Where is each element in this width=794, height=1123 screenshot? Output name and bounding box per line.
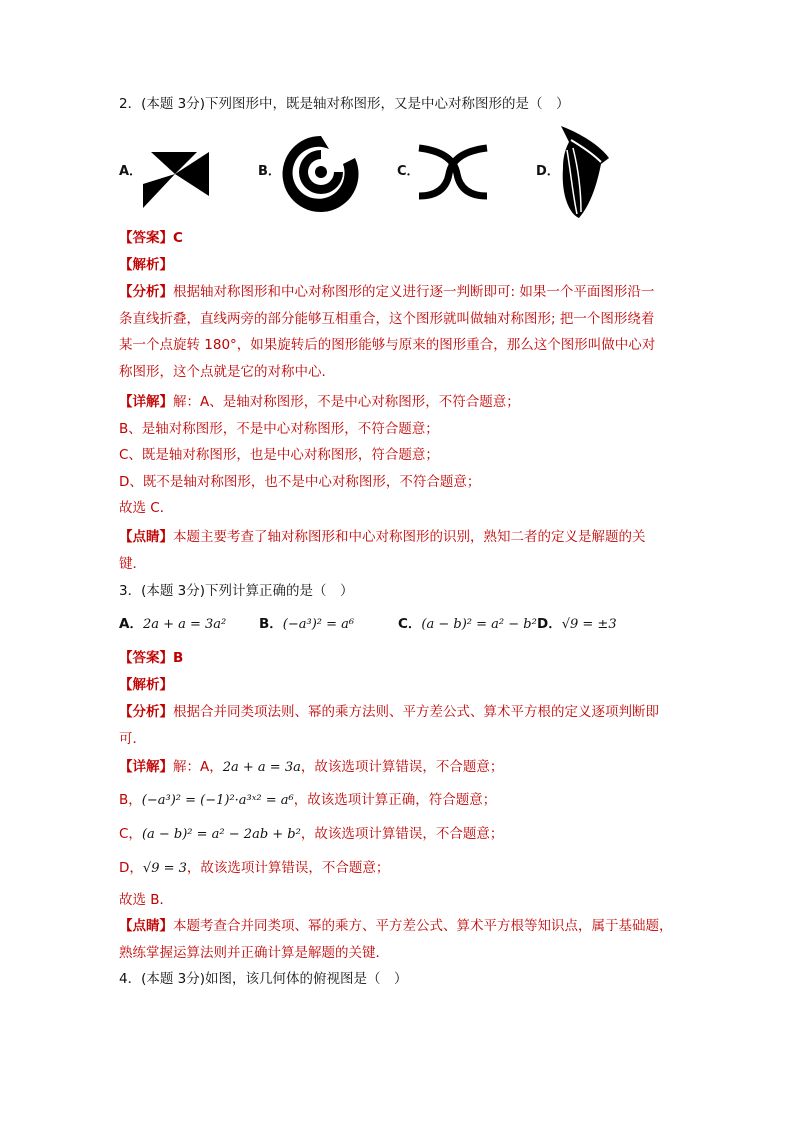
- fenxi-line: 某一个点旋转 180°，如果旋转后的图形能够与原来的图形重合，那么这个图形叫做中心对: [119, 337, 656, 353]
- answer-tag: 【答案】: [119, 650, 173, 666]
- fenxi-tag: 【分析】: [119, 284, 173, 300]
- question-2-options: [119, 124, 679, 224]
- option-b-spiral-figure: [279, 132, 363, 216]
- fenxi-tag: 【分析】: [119, 704, 173, 720]
- question-2-answer: [119, 225, 679, 252]
- option-c-crossed-arcs-figure: [417, 142, 489, 202]
- question-3-xiangjie: [119, 754, 679, 914]
- xiangjie-line: D、既不是轴对称图形，也不是中心对称图形，不符合题意；: [119, 473, 481, 490]
- fenxi-line: 【分析】根据合并同类项法则、幂的乘方法则、平方差公式、算术平方根的定义逐项判断即: [119, 704, 659, 720]
- option-a: A．2a + a = 3a²: [119, 616, 227, 632]
- fenxi-line: 条直线折叠，直线两旁的部分能够互相重合，这个图形就叫做轴对称图形; 把一个图形绕着: [119, 310, 655, 327]
- option-c: C．(a − b)² = a² − b²: [398, 616, 537, 632]
- xiangjie-line: D，√9 = 3，故该选项计算错误，不合题意；: [119, 860, 390, 876]
- option-a-pinwheel-figure: [141, 138, 209, 210]
- question-3-analysis-heading: 【解析】: [119, 677, 173, 693]
- question-3-dianjing: [119, 913, 679, 966]
- dianjing-tag: 【点睛】: [119, 529, 173, 545]
- question-2-fenxi: [119, 279, 679, 385]
- question-2-analysis-heading: 【解析】: [119, 257, 173, 273]
- question-2-stem: 2．(本题 3分)下列图形中，既是轴对称图形，又是中心对称图形的是（ ）: [119, 96, 570, 112]
- dianjing-line: 【点睛】本题主要考查了轴对称图形和中心对称图形的识别，熟知二者的定义是解题的关: [119, 529, 646, 545]
- xiangjie-line: 故选 C．: [119, 500, 174, 516]
- fenxi-line: 【分析】根据轴对称图形和中心对称图形的定义进行逐一判断即可: 如果一个平面图形沿一: [119, 284, 655, 300]
- xiangjie-line: C、既是轴对称图形，也是中心对称图形，符合题意；: [119, 447, 439, 463]
- xiangjie-line: 【详解】解：A，2a + a = 3a，故该选项计算错误，不合题意；: [119, 759, 504, 775]
- question-3-fenxi: [119, 699, 679, 752]
- xiangjie-line: C，(a − b)² = a² − 2ab + b²，故该选项计算错误，不合题意；: [119, 826, 504, 842]
- fenxi-line: 称图形，这个点就是它的对称中心．: [119, 363, 335, 380]
- dianjing-line: 熟练掌握运算法则并正确计算是解题的关键．: [119, 944, 389, 961]
- xiangjie-tag: 【详解】: [119, 759, 173, 775]
- question-2-dianjing: [119, 524, 679, 577]
- xiangjie-line: 【详解】解：A、是轴对称图形，不是中心对称图形，不符合题意；: [119, 394, 520, 410]
- dianjing-line: 键．: [119, 555, 146, 572]
- xiangjie-line: 故选 B．: [119, 892, 174, 908]
- xiangjie-line: B，(−a³)² = (−1)²·a³ˣ² = a⁶，故该选项计算正确，符合题意；: [119, 792, 497, 808]
- option-b-label: B．: [258, 164, 281, 179]
- answer-value: B: [173, 650, 184, 666]
- dianjing-line: 【点睛】本题考查合并同类项、幂的乘方、平方差公式、算术平方根等知识点，属于基础题，: [119, 918, 673, 934]
- option-a-label: A．: [119, 164, 143, 179]
- option-c-label: C．: [397, 164, 420, 179]
- option-d: D．√9 = ±3: [537, 616, 617, 632]
- option-d-label: D．: [536, 164, 560, 179]
- option-b: B．(−a³)² = a⁶: [259, 616, 355, 632]
- xiangjie-line: B、是轴对称图形，不是中心对称图形，不符合题意；: [119, 420, 439, 437]
- answer-value: C: [173, 230, 183, 246]
- option-d-shield-figure: [557, 124, 613, 224]
- answer-tag: 【答案】: [119, 230, 173, 246]
- question-2-xiangjie: [119, 389, 679, 522]
- question-4-stem: 4．(本题 3分)如图，该几何体的俯视图是（ ）: [119, 971, 408, 987]
- fenxi-line: 可．: [119, 730, 146, 747]
- question-3-stem: 3．(本题 3分)下列计算正确的是（ ）: [119, 583, 354, 599]
- xiangjie-tag: 【详解】: [119, 394, 173, 410]
- question-3-answer: [119, 645, 679, 672]
- dianjing-tag: 【点睛】: [119, 918, 173, 934]
